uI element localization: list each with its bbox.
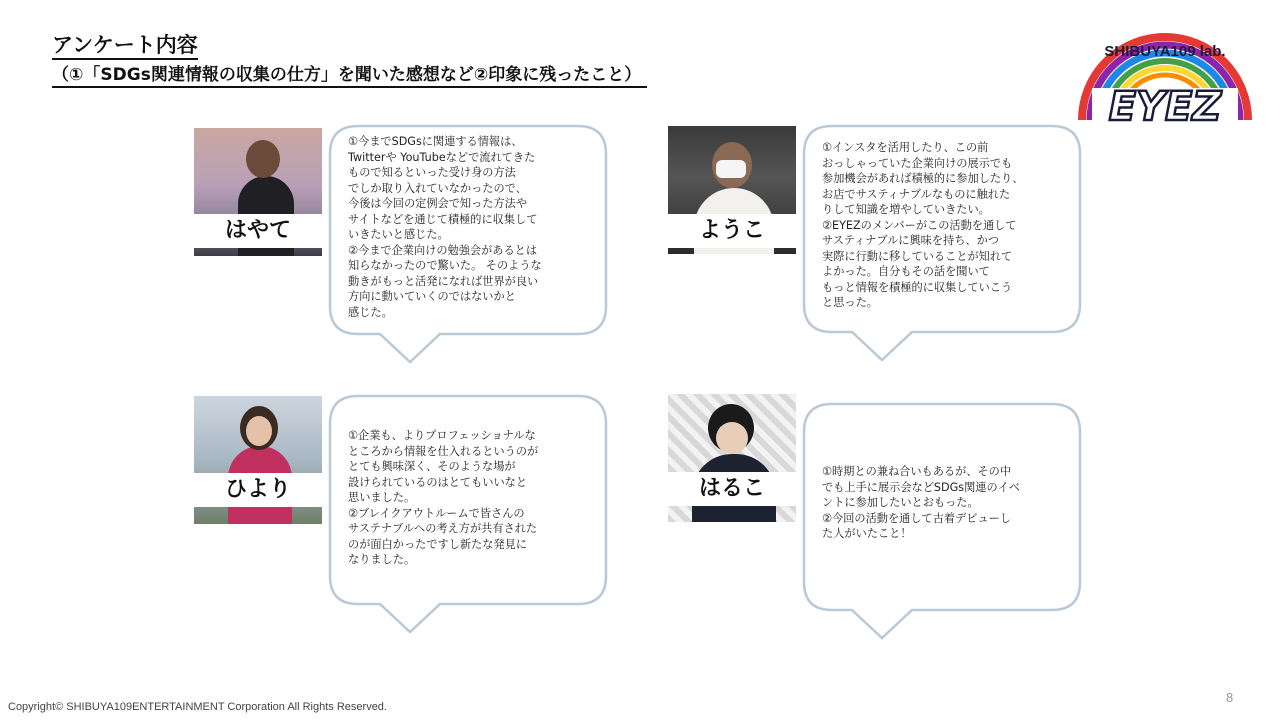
name-hayate: はやて bbox=[194, 214, 322, 248]
slide-title bbox=[52, 32, 647, 88]
photo-hiyori bbox=[194, 396, 322, 524]
comment-text-youko: ①インスタを活用したり、この前 おっしゃっていた企業向けの展示でも 参加機会があれば積極的に参加したり、 お店でサスティナブルなものに触れた りして知識を増やしていきたい。 ②EYEZのメンバーがこの活動を通して サスティナブルに興味を持ち、かつ 実際に行動に移していることが知れて よかった。自分もその話を聞いて もっと情報を積極的に収集していこう と思った。 bbox=[822, 141, 1024, 309]
photo-hayate bbox=[194, 128, 322, 256]
copyright-footer: Copyright© SHIBUYA109ENTERTAINMENT Corporation All Rights Reserved. bbox=[8, 701, 387, 713]
name-hiyori: ひより bbox=[194, 473, 322, 507]
name-youko: ようこ bbox=[668, 214, 796, 248]
page-number: 8 bbox=[1226, 690, 1234, 705]
comment-bubble-hayate bbox=[328, 124, 608, 364]
comment-text-hiyori: ①企業も、よりプロフェッショナルな ところから情報を仕入れるというのが とても興味深く、そのような場が 設けられているのはとてもいいなと 思いました。 ②ブレイクアウトルームで皆さんの サステナブルへの考え方が共有された のが面白かったですし新たな発見に なりました。 bbox=[348, 429, 539, 566]
comment-bubble-hiyori bbox=[328, 394, 608, 634]
name-haruko: はるこ bbox=[668, 472, 796, 506]
logo-main-text: EYEZ bbox=[1108, 84, 1222, 128]
comment-bubble-youko bbox=[802, 124, 1082, 364]
comment-text-haruko: ①時期との兼ね合いもあるが、その中 でも上手に展示会などSDGs関連のイベ ントに参加したいとおもった。 ②今回の活動を通して古着デビューし た人がいたこと！ bbox=[822, 465, 1021, 540]
title-line-1: アンケート内容 bbox=[52, 32, 198, 60]
logo-top-text: SHIBUYA109 lab. bbox=[1104, 43, 1226, 60]
comment-text-hayate: ①今までSDGsに関連する情報は、 Twitterや YouTubeなどで流れてきた もので知るといった受け身の方法 でしか取り入れていなかったので、 今後は今回の定例会で知った方法や サイトなどを通じて積極的に収集して いきたいと感じた。 ②今まで企業向けの勉強会があるとは 知らなかったので驚いた。 そのような 動きがもっと活発になれば世界が良い 方向に動いていくのではないかと 感じた。 bbox=[348, 135, 542, 319]
photo-youko bbox=[668, 126, 796, 254]
title-line-2: （①「SDGs関連情報の収集の仕方」を聞いた感想など②印象に残ったこと） bbox=[52, 64, 647, 88]
comment-bubble-haruko bbox=[802, 402, 1082, 642]
eyez-logo bbox=[1072, 28, 1258, 128]
photo-haruko bbox=[668, 394, 796, 522]
